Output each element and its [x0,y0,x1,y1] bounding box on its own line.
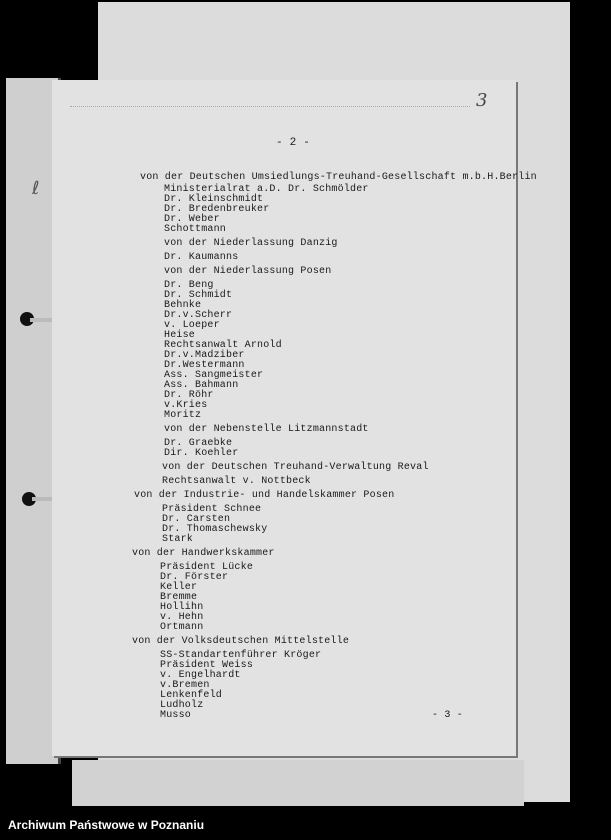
page-footer-number: - 3 - [432,710,464,721]
binder-mark: ℓ [32,178,40,199]
person-line: Dr.Westermann [164,360,245,371]
person-line: Ass. Sangmeister [164,370,264,381]
person-line: Bremme [160,592,198,603]
faded-header-line [70,96,470,107]
org-heading: von der Volksdeutschen Mittelstelle [132,636,350,647]
person-line: Ortmann [160,622,204,633]
document-page [52,80,537,756]
person-line: Präsident Lücke [160,562,254,573]
person-line: Dir. Koehler [164,448,239,459]
person-line: v. Hehn [160,612,204,623]
person-line: Dr. Weber [164,214,220,225]
person-line: Dr. Röhr [164,390,214,401]
person-line: Moritz [164,410,202,421]
person-line: Präsident Weiss [160,660,254,671]
person-line: Schottmann [164,224,227,235]
background-sheet-bottom [72,760,524,806]
person-line: Dr. Thomaschewsky [162,524,268,535]
person-line: v.Kries [164,400,208,411]
person-line: Dr. Bredenbreuker [164,204,270,215]
person-line: Dr. Kaumanns [164,252,239,263]
person-line: v. Engelhardt [160,670,241,681]
person-line: Ministerialrat a.D. Dr. Schmölder [164,184,369,195]
person-line: Behnke [164,300,202,311]
person-line: Stark [162,534,194,545]
person-line: Keller [160,582,198,593]
person-line: Dr. Kleinschmidt [164,194,264,205]
org-heading: von der Deutschen Umsiedlungs-Treuhand-Gesellschaft m.b.H.Berlin [140,172,537,183]
person-line: Hollihn [160,602,204,613]
person-line: Lenkenfeld [160,690,223,701]
person-line: Rechtsanwalt Arnold [164,340,282,351]
org-heading: von der Industrie- und Handelskammer Posen [134,490,395,501]
person-line: Ludholz [160,700,204,711]
org-heading: von der Deutschen Treuhand-Verwaltung Reval [162,462,429,473]
person-line: Dr. Graebke [164,438,233,449]
person-line: Dr.v.Madziber [164,350,245,361]
person-line: Dr. Schmidt [164,290,233,301]
org-heading: von der Niederlassung Danzig [164,238,338,249]
page-header: - 2 - [276,137,311,149]
person-line: Ass. Bahmann [164,380,239,391]
person-line: Heise [164,330,196,341]
person-line: v.Bremen [160,680,210,691]
corner-page-number: 3 [476,90,488,111]
person-line: v. Loeper [164,320,220,331]
person-line: Dr. Förster [160,572,229,583]
org-heading: von der Niederlassung Posen [164,266,332,277]
org-heading: von der Nebenstelle Litzmannstadt [164,424,369,435]
org-heading: von der Handwerkskammer [132,548,275,559]
person-line: Musso [160,710,192,721]
archive-label: Archiwum Państwowe w Poznaniu [8,818,205,832]
person-line: Rechtsanwalt v. Nottbeck [162,476,311,487]
person-line: Dr. Carsten [162,514,231,525]
person-line: Dr. Beng [164,280,214,291]
person-line: Dr.v.Scherr [164,310,233,321]
person-line: Präsident Schnee [162,504,262,515]
person-line: SS-Standartenführer Kröger [160,650,322,661]
